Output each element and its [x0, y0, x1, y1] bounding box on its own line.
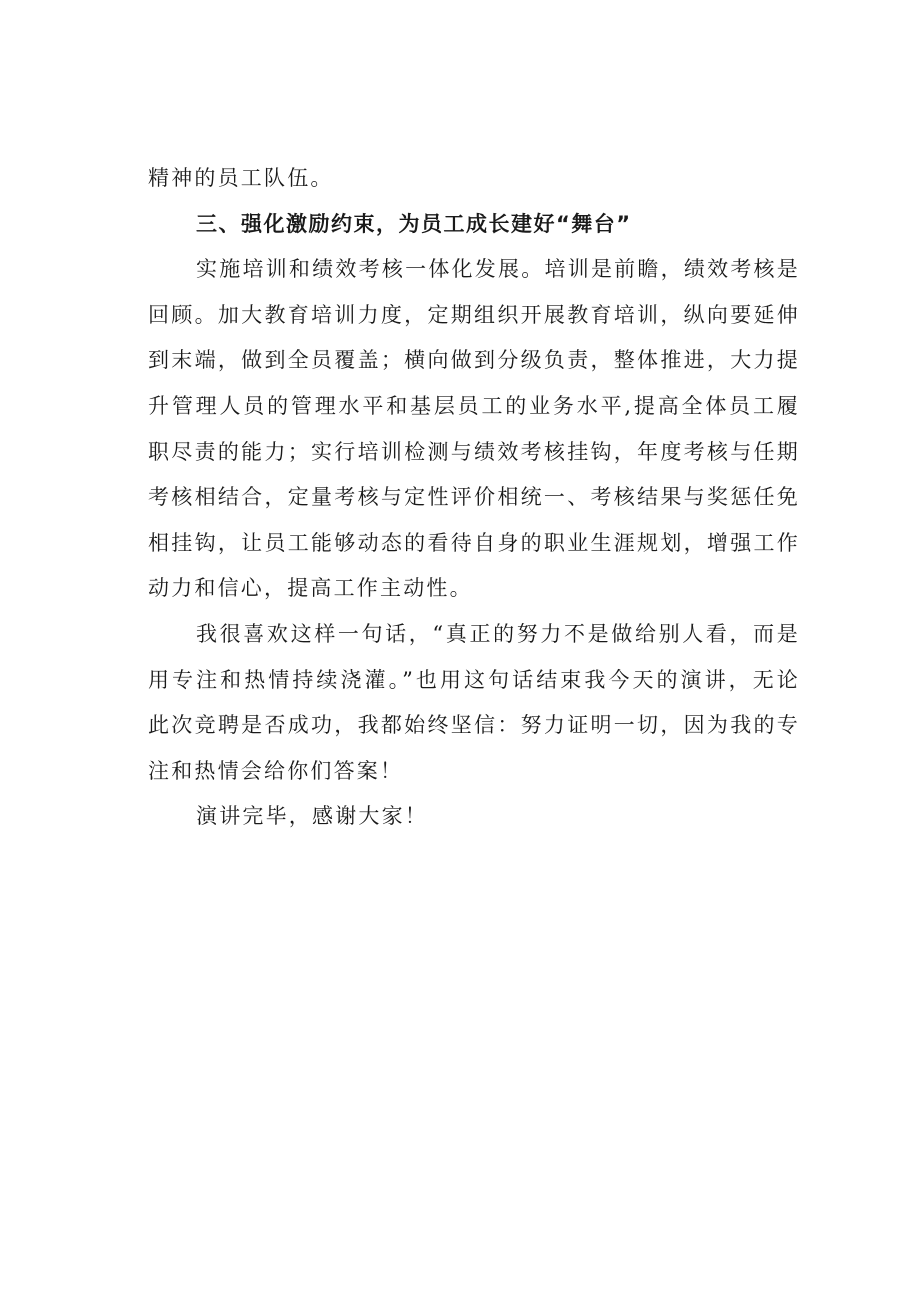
- section-heading: 三、强化激励约束，为员工成长建好“舞台”: [196, 211, 632, 236]
- paragraph-closing-quote: 我很喜欢这样一句话，“真正的努力不是做给别人看，而是用专注和热情持续浇灌。”也用这句话结束我今天的演讲，无论此次竞聘是否成功，我都始终坚信：努力证明一切，因为我的专注和热情会给你们答案！: [148, 621, 800, 783]
- document-body: [148, 156, 800, 840]
- paragraph-training-appraisal: 实施培训和绩效考核一体化发展。培训是前瞻，绩效考核是回顾。加大教育培训力度，定期组织开展教育培训，纵向要延伸到末端，做到全员覆盖；横向做到分级负责，整体推进，大力提升管理人员的管理水平和基层员工的业务水平,提高全体员工履职尽责的能力；实行培训检测与绩效考核挂钩，年度考核与任期考核相结合，定量考核与定性评价相统一、考核结果与奖惩任免相挂钩，让员工能够动态的看待自身的职业生涯规划，增强工作动力和信心，提高工作主动性。: [148, 257, 800, 601]
- paragraph-thanks: 演讲完毕，感谢大家！: [196, 804, 428, 829]
- paragraph-continuation: 精神的员工队伍。: [148, 166, 334, 190]
